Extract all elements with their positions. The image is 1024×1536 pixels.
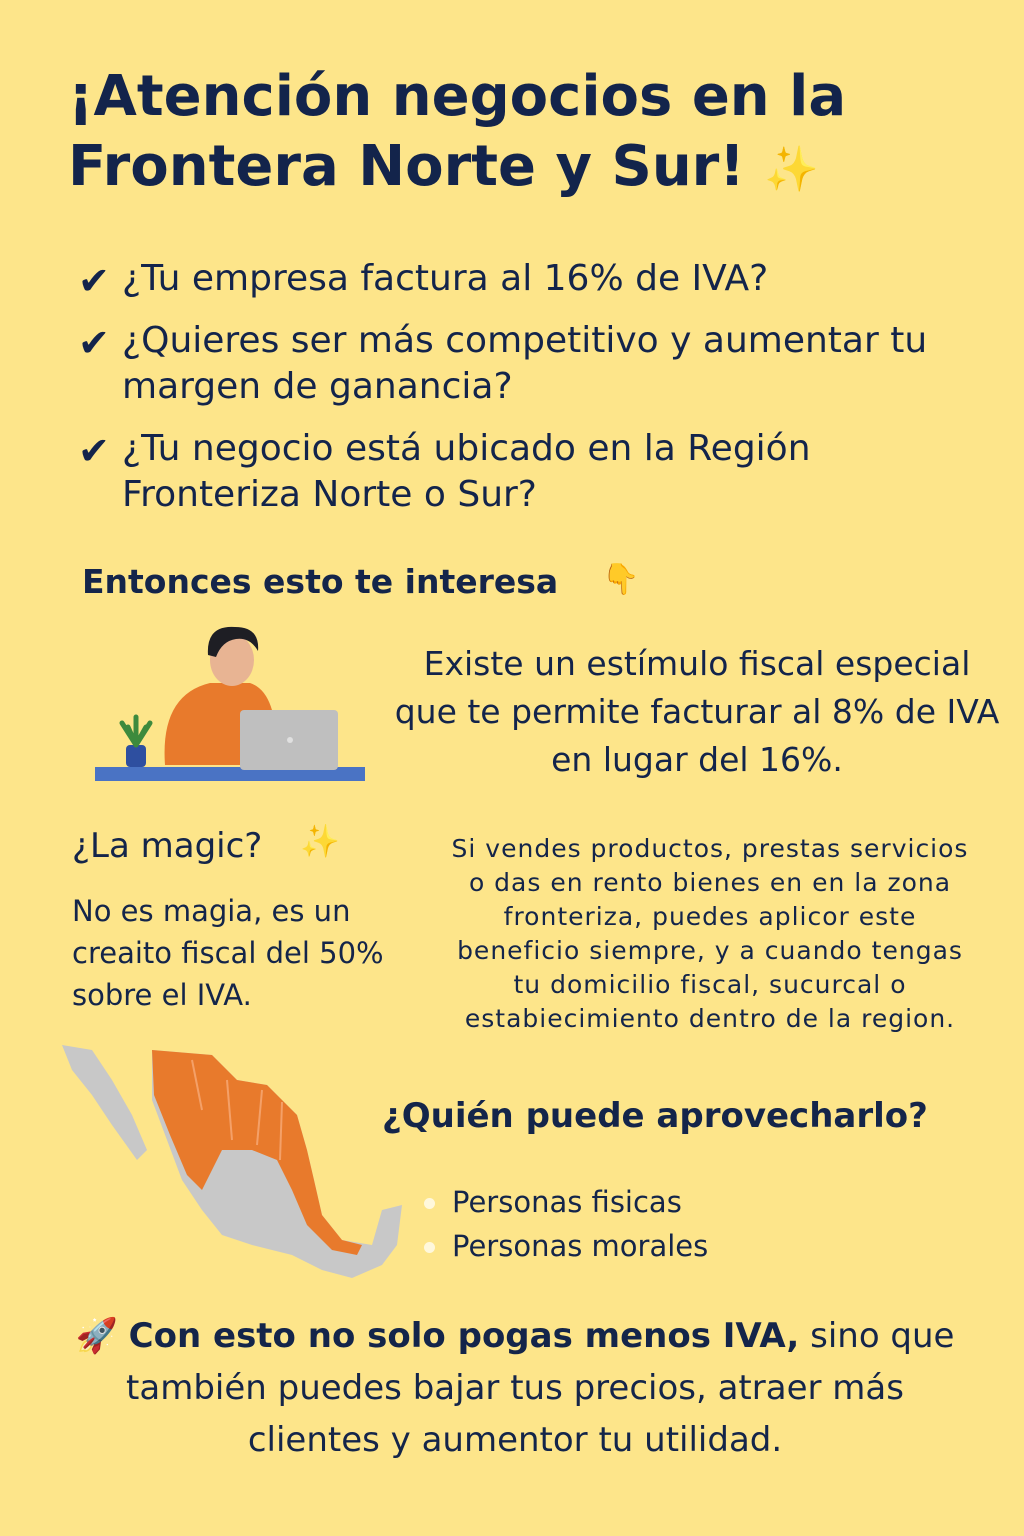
- check-text: ¿Tu negocio está ubicado en la Región Fronteriza Norte o Sur?: [122, 428, 811, 515]
- sparkle-icon: ✨: [764, 143, 820, 195]
- list-item: Personas morales: [424, 1224, 708, 1268]
- page-title: [68, 62, 968, 205]
- sparkle-icon: ✨: [300, 822, 340, 860]
- rocket-icon: 🚀: [75, 1316, 118, 1356]
- list-item: Personas fisicas: [424, 1180, 708, 1224]
- rule-text: Si vendes productos, prestas servicios o das en rento bienes en en la zona fronteriza, puedes aplicor este beneficio siempre, y a cuando tengas tu domicilio fiscal, sucurcal o estabiecimiento dentro de la region.: [451, 834, 969, 1033]
- check-text: ¿Tu empresa factura al 16% de IVA?: [122, 258, 769, 299]
- person-laptop-illustration: [90, 615, 370, 790]
- closing-rest: sino que también puedes bajar tus precios, atraer más clientes y aumentor tu utilidad.: [126, 1316, 955, 1460]
- check-item: [78, 256, 978, 302]
- title-line-1: ¡Atención negocios en la: [68, 64, 847, 129]
- stimulus-text: Existe un estímulo fiscal especial que te permite facturar al 8% de IVA en lugar del 16%.: [394, 644, 1000, 779]
- title-line-2: Frontera Norte y Sur!: [68, 134, 745, 199]
- plant-pot: [126, 745, 146, 767]
- closing-text: [60, 1310, 970, 1466]
- closing-bold: Con esto no solo pogas menos IVA,: [128, 1316, 800, 1356]
- magic-heading: ¿La magic?: [72, 826, 263, 866]
- check-text: ¿Quieres ser más competitivo y aumentar tu margen de ganancia?: [122, 320, 928, 407]
- pointing-hand-icon: 👇: [602, 562, 640, 597]
- who-list: [424, 1180, 708, 1268]
- who-heading: ¿Quién puede aprovecharlo?: [382, 1096, 928, 1136]
- check-icon: ✔: [78, 429, 110, 473]
- check-icon: ✔: [78, 321, 110, 365]
- check-item: [78, 318, 978, 410]
- check-item: [78, 426, 978, 518]
- magic-body: No es magia, es un creaito fiscal del 50% sobre el IVA.: [72, 894, 384, 1012]
- mexico-map-illustration: [52, 1040, 412, 1290]
- check-icon: ✔: [78, 259, 110, 303]
- baja-california: [62, 1045, 147, 1160]
- subheading: Entonces esto te interesa: [82, 562, 559, 601]
- question-list: [78, 256, 978, 534]
